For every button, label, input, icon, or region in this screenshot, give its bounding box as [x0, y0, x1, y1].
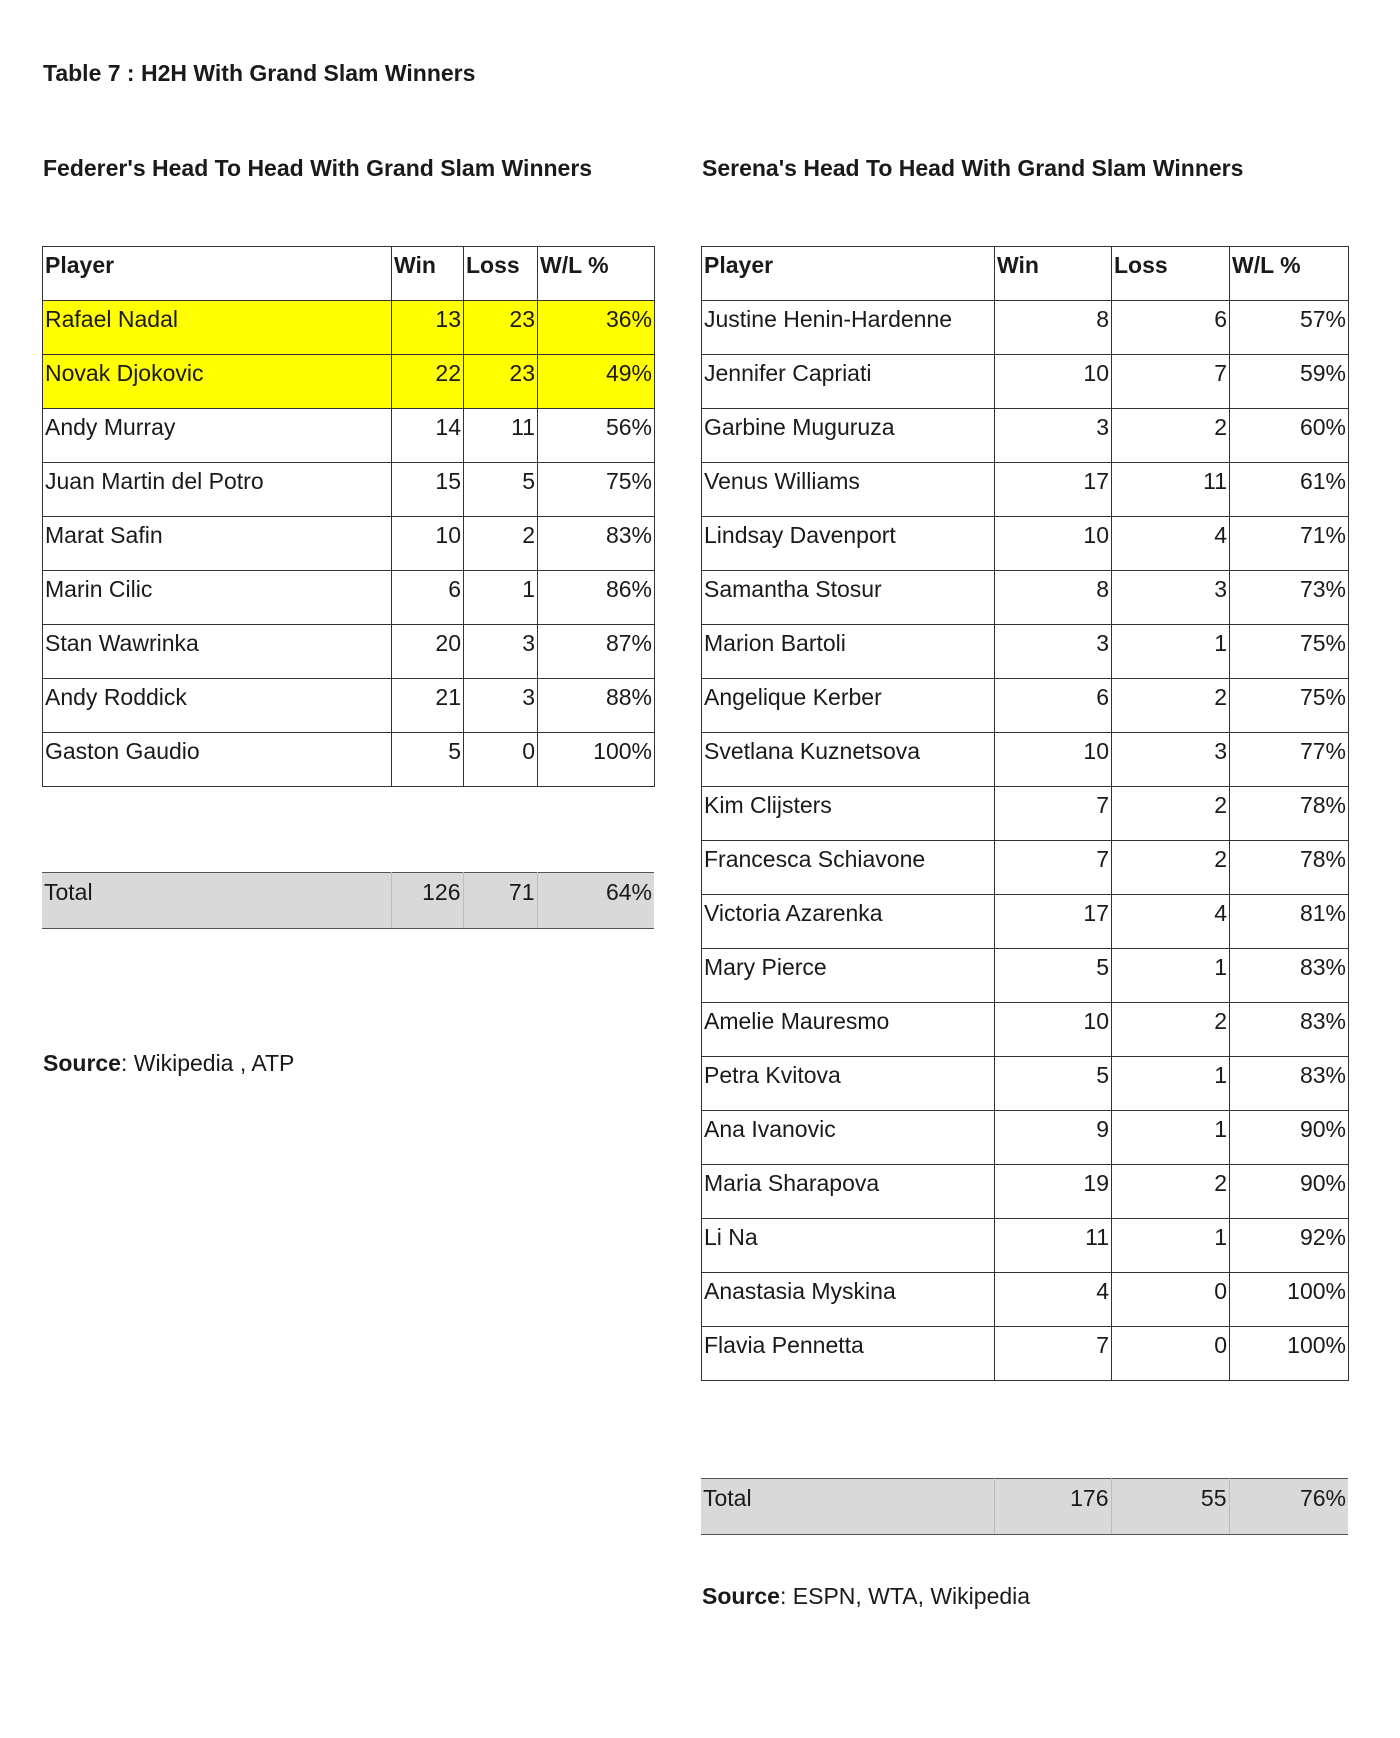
loss-cell: 3	[1112, 733, 1230, 787]
table-row	[702, 787, 1349, 841]
player-cell: Marat Safin	[43, 517, 392, 571]
player-cell: Garbine Muguruza	[702, 409, 995, 463]
header-row	[43, 247, 655, 301]
win-cell: 10	[995, 517, 1112, 571]
win-cell: 5	[392, 733, 464, 787]
federer-heading: Federer's Head To Head With Grand Slam Winners	[43, 155, 593, 181]
table-row	[702, 1219, 1349, 1273]
pct-cell: 75%	[1230, 625, 1349, 679]
column-header: Player	[43, 247, 392, 301]
win-cell: 21	[392, 679, 464, 733]
table-row	[43, 409, 655, 463]
pct-cell: 83%	[1230, 1003, 1349, 1057]
win-cell: 4	[995, 1273, 1112, 1327]
loss-cell: 4	[1112, 895, 1230, 949]
source-text: : ESPN, WTA, Wikipedia	[779, 1583, 1031, 1609]
win-cell: 3	[995, 625, 1112, 679]
win-cell: 8	[995, 571, 1112, 625]
player-cell: Francesca Schiavone	[702, 841, 995, 895]
loss-cell: 6	[1112, 301, 1230, 355]
player-cell: Gaston Gaudio	[43, 733, 392, 787]
player-cell: Lindsay Davenport	[702, 517, 995, 571]
header-row	[702, 247, 1349, 301]
pct-cell: 83%	[1230, 1057, 1349, 1111]
table-row	[702, 517, 1349, 571]
table-row	[702, 1003, 1349, 1057]
loss-cell: 3	[464, 679, 538, 733]
loss-cell: 7	[1112, 355, 1230, 409]
win-cell: 19	[995, 1165, 1112, 1219]
pct-cell: 83%	[538, 517, 655, 571]
federer-total-row	[42, 872, 654, 929]
win-cell: 9	[995, 1111, 1112, 1165]
win-cell: 14	[392, 409, 464, 463]
loss-cell: 23	[464, 355, 538, 409]
loss-cell: 0	[464, 733, 538, 787]
loss-cell: 2	[464, 517, 538, 571]
player-cell: Stan Wawrinka	[43, 625, 392, 679]
total-pct: 64%	[537, 873, 654, 929]
pct-cell: 57%	[1230, 301, 1349, 355]
player-cell: Jennifer Capriati	[702, 355, 995, 409]
table-row	[702, 841, 1349, 895]
player-cell: Mary Pierce	[702, 949, 995, 1003]
loss-cell: 2	[1112, 679, 1230, 733]
player-cell: Andy Murray	[43, 409, 392, 463]
total-label: Total	[42, 873, 391, 929]
serena-source	[702, 1583, 1030, 1610]
win-cell: 5	[995, 949, 1112, 1003]
win-cell: 7	[995, 1327, 1112, 1381]
win-cell: 10	[995, 1003, 1112, 1057]
source-label: Source	[43, 1050, 121, 1076]
loss-cell: 1	[1112, 949, 1230, 1003]
win-cell: 10	[995, 355, 1112, 409]
total-loss: 55	[1111, 1479, 1229, 1535]
player-cell: Novak Djokovic	[43, 355, 392, 409]
table-row	[702, 571, 1349, 625]
player-cell: Marion Bartoli	[702, 625, 995, 679]
win-cell: 6	[392, 571, 464, 625]
table-row	[702, 1057, 1349, 1111]
loss-cell: 4	[1112, 517, 1230, 571]
player-cell: Justine Henin-Hardenne	[702, 301, 995, 355]
total-label: Total	[701, 1479, 994, 1535]
table-row	[43, 355, 655, 409]
column-header: Loss	[464, 247, 538, 301]
pct-cell: 100%	[1230, 1273, 1349, 1327]
pct-cell: 75%	[1230, 679, 1349, 733]
source-text: : Wikipedia , ATP	[120, 1050, 295, 1076]
pct-cell: 78%	[1230, 787, 1349, 841]
column-header: W/L %	[538, 247, 655, 301]
pct-cell: 77%	[1230, 733, 1349, 787]
federer-source	[43, 1050, 294, 1077]
player-cell: Juan Martin del Potro	[43, 463, 392, 517]
pct-cell: 59%	[1230, 355, 1349, 409]
win-cell: 15	[392, 463, 464, 517]
pct-cell: 90%	[1230, 1111, 1349, 1165]
loss-cell: 11	[1112, 463, 1230, 517]
player-cell: Svetlana Kuznetsova	[702, 733, 995, 787]
pct-cell: 100%	[1230, 1327, 1349, 1381]
loss-cell: 0	[1112, 1327, 1230, 1381]
table-row	[702, 301, 1349, 355]
table-row	[702, 355, 1349, 409]
table-row	[702, 625, 1349, 679]
player-cell: Rafael Nadal	[43, 301, 392, 355]
table-row	[702, 1273, 1349, 1327]
pct-cell: 71%	[1230, 517, 1349, 571]
pct-cell: 88%	[538, 679, 655, 733]
pct-cell: 86%	[538, 571, 655, 625]
loss-cell: 11	[464, 409, 538, 463]
win-cell: 11	[995, 1219, 1112, 1273]
loss-cell: 1	[1112, 1057, 1230, 1111]
column-header: Player	[702, 247, 995, 301]
player-cell: Samantha Stosur	[702, 571, 995, 625]
page-title: Table 7 : H2H With Grand Slam Winners	[43, 60, 476, 86]
pct-cell: 100%	[538, 733, 655, 787]
source-label: Source	[702, 1583, 780, 1609]
loss-cell: 3	[1112, 571, 1230, 625]
win-cell: 10	[392, 517, 464, 571]
pct-cell: 61%	[1230, 463, 1349, 517]
serena-total-row	[701, 1478, 1348, 1535]
pct-cell: 73%	[1230, 571, 1349, 625]
pct-cell: 78%	[1230, 841, 1349, 895]
player-cell: Kim Clijsters	[702, 787, 995, 841]
player-cell: Marin Cilic	[43, 571, 392, 625]
column-header: Win	[392, 247, 464, 301]
pct-cell: 49%	[538, 355, 655, 409]
table-row	[43, 625, 655, 679]
table-row	[702, 463, 1349, 517]
serena-h2h-table	[701, 246, 1349, 1381]
pct-cell: 56%	[538, 409, 655, 463]
federer-h2h-table	[42, 246, 655, 787]
table-row	[43, 571, 655, 625]
player-cell: Victoria Azarenka	[702, 895, 995, 949]
table-row	[702, 895, 1349, 949]
table-row	[702, 1327, 1349, 1381]
table-row	[702, 409, 1349, 463]
loss-cell: 1	[464, 571, 538, 625]
win-cell: 17	[995, 463, 1112, 517]
win-cell: 6	[995, 679, 1112, 733]
win-cell: 20	[392, 625, 464, 679]
loss-cell: 2	[1112, 841, 1230, 895]
loss-cell: 0	[1112, 1273, 1230, 1327]
table-row	[43, 301, 655, 355]
player-cell: Petra Kvitova	[702, 1057, 995, 1111]
loss-cell: 3	[464, 625, 538, 679]
player-cell: Li Na	[702, 1219, 995, 1273]
table-row	[43, 517, 655, 571]
total-pct: 76%	[1229, 1479, 1348, 1535]
total-win: 126	[391, 873, 463, 929]
pct-cell: 83%	[1230, 949, 1349, 1003]
player-cell: Andy Roddick	[43, 679, 392, 733]
player-cell: Ana Ivanovic	[702, 1111, 995, 1165]
pct-cell: 92%	[1230, 1219, 1349, 1273]
total-win: 176	[994, 1479, 1111, 1535]
win-cell: 22	[392, 355, 464, 409]
win-cell: 7	[995, 841, 1112, 895]
loss-cell: 1	[1112, 625, 1230, 679]
win-cell: 10	[995, 733, 1112, 787]
table-row	[43, 733, 655, 787]
loss-cell: 2	[1112, 1165, 1230, 1219]
win-cell: 7	[995, 787, 1112, 841]
player-cell: Maria Sharapova	[702, 1165, 995, 1219]
win-cell: 3	[995, 409, 1112, 463]
loss-cell: 2	[1112, 409, 1230, 463]
loss-cell: 1	[1112, 1219, 1230, 1273]
loss-cell: 23	[464, 301, 538, 355]
player-cell: Angelique Kerber	[702, 679, 995, 733]
table-row	[702, 949, 1349, 1003]
win-cell: 8	[995, 301, 1112, 355]
pct-cell: 60%	[1230, 409, 1349, 463]
player-cell: Anastasia Myskina	[702, 1273, 995, 1327]
win-cell: 5	[995, 1057, 1112, 1111]
pct-cell: 75%	[538, 463, 655, 517]
total-loss: 71	[463, 873, 537, 929]
table-row	[702, 1165, 1349, 1219]
column-header: Win	[995, 247, 1112, 301]
player-cell: Flavia Pennetta	[702, 1327, 995, 1381]
table-row	[43, 463, 655, 517]
pct-cell: 81%	[1230, 895, 1349, 949]
win-cell: 13	[392, 301, 464, 355]
win-cell: 17	[995, 895, 1112, 949]
loss-cell: 1	[1112, 1111, 1230, 1165]
column-header: W/L %	[1230, 247, 1349, 301]
loss-cell: 5	[464, 463, 538, 517]
loss-cell: 2	[1112, 787, 1230, 841]
table-row	[43, 679, 655, 733]
player-cell: Venus Williams	[702, 463, 995, 517]
serena-heading: Serena's Head To Head With Grand Slam Winners	[702, 155, 1244, 181]
player-cell: Amelie Mauresmo	[702, 1003, 995, 1057]
table-row	[702, 733, 1349, 787]
column-header: Loss	[1112, 247, 1230, 301]
pct-cell: 90%	[1230, 1165, 1349, 1219]
table-row	[702, 679, 1349, 733]
pct-cell: 87%	[538, 625, 655, 679]
pct-cell: 36%	[538, 301, 655, 355]
loss-cell: 2	[1112, 1003, 1230, 1057]
table-row	[702, 1111, 1349, 1165]
